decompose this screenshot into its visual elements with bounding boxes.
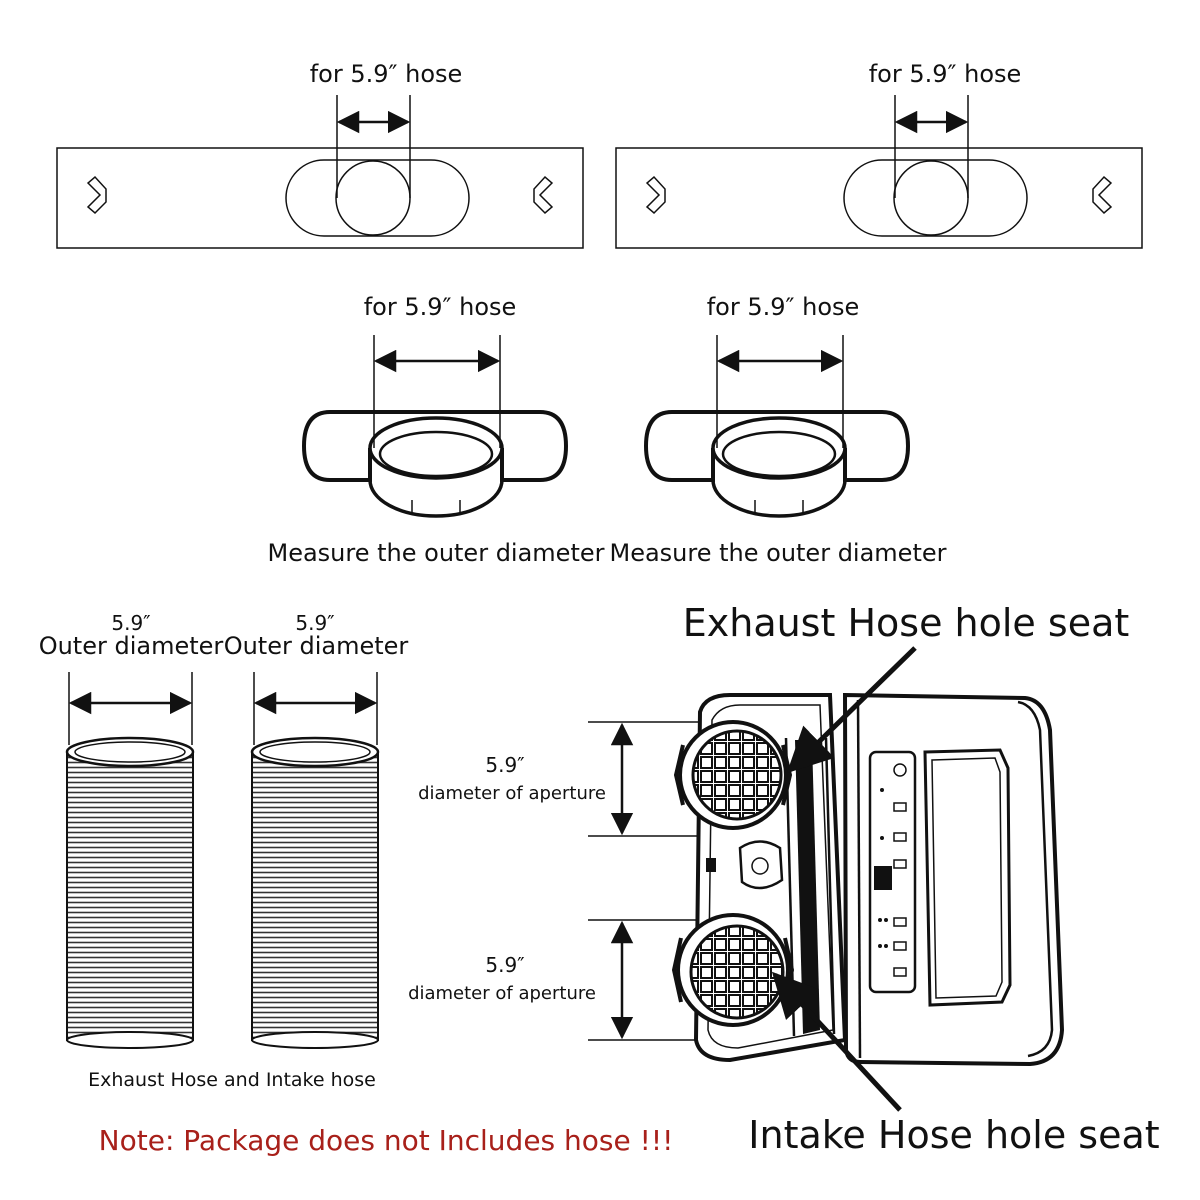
panel-right-hole bbox=[894, 161, 968, 235]
panel-left-hole bbox=[336, 161, 410, 235]
aperture-top-size: 5.9″ bbox=[485, 753, 525, 777]
adapter-left-caption: Measure the outer diameter bbox=[267, 539, 605, 567]
hose-right-size: 5.9″ bbox=[295, 611, 335, 635]
aperture-bottom-label: diameter of aperture bbox=[408, 983, 596, 1004]
hose-left-size: 5.9″ bbox=[111, 611, 151, 635]
adapter-left bbox=[267, 293, 604, 567]
package-note: Note: Package does not Includes hose !!! bbox=[98, 1124, 674, 1157]
aperture-top-label: diameter of aperture bbox=[418, 783, 606, 804]
aperture-dimension-bottom bbox=[408, 920, 700, 1040]
hoses-caption: Exhaust Hose and Intake hose bbox=[88, 1069, 376, 1091]
panel-right-slot bbox=[844, 160, 1027, 236]
hose-right-label: Outer diameter bbox=[223, 632, 409, 660]
window-panel-left bbox=[57, 60, 583, 248]
exhaust-hole-seat bbox=[676, 722, 790, 828]
adapter-right-hose-label: for 5.9″ hose bbox=[706, 293, 860, 321]
panel-left-board bbox=[57, 148, 583, 248]
exhaust-title: Exhaust Hose hole seat bbox=[682, 601, 1130, 645]
window-panel-right bbox=[616, 60, 1142, 248]
aperture-bottom-size: 5.9″ bbox=[485, 953, 525, 977]
panel-left-hose-label: for 5.9″ hose bbox=[309, 60, 463, 88]
aperture-dimension-top bbox=[418, 722, 700, 836]
adapter-right-caption: Measure the outer diameter bbox=[609, 539, 947, 567]
intake-hole-seat bbox=[674, 915, 792, 1025]
hose-right bbox=[224, 611, 409, 1048]
display-icon bbox=[874, 866, 892, 890]
panel-right-clip-icon-right bbox=[1093, 177, 1111, 213]
panel-left-clip-icon bbox=[88, 177, 106, 213]
air-conditioner-unit bbox=[674, 695, 1062, 1064]
adapter-left-hose-label: for 5.9″ hose bbox=[363, 293, 517, 321]
panel-right-clip-icon bbox=[647, 177, 665, 213]
panel-right-board bbox=[616, 148, 1142, 248]
panel-right-hose-label: for 5.9″ hose bbox=[868, 60, 1022, 88]
panel-left-clip-icon-right bbox=[534, 177, 552, 213]
adapter-right bbox=[609, 293, 946, 567]
intake-title: Intake Hose hole seat bbox=[748, 1113, 1160, 1157]
hose-left-label: Outer diameter bbox=[38, 632, 224, 660]
hose-left bbox=[39, 611, 224, 1048]
panel-left-slot bbox=[286, 160, 469, 236]
